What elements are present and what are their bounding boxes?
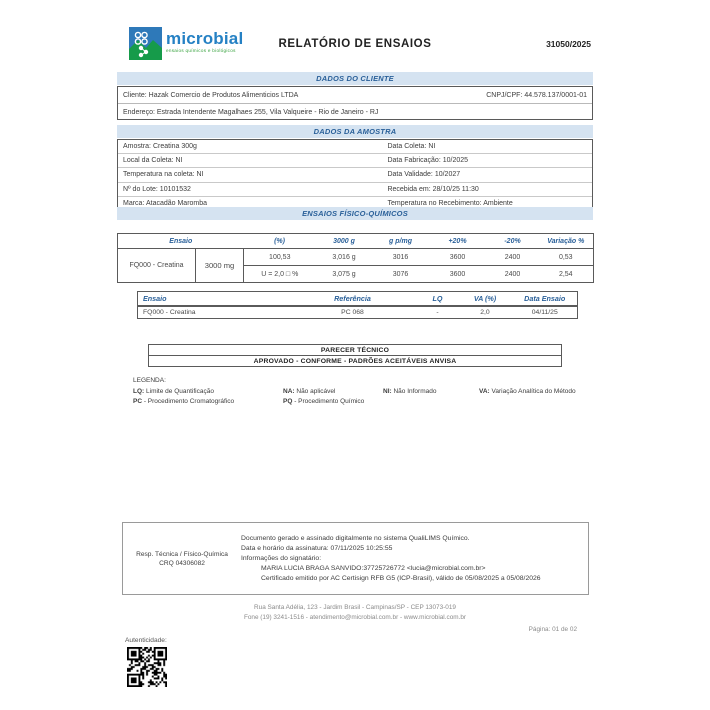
col-header: +20% — [429, 234, 487, 249]
col-header: LQ — [418, 292, 458, 306]
col-header: (%) — [244, 234, 316, 249]
sample-row — [118, 183, 592, 197]
sample-row — [118, 140, 592, 154]
cell: 2,0 — [480, 308, 490, 316]
sample-field: Data Coleta: NI — [387, 143, 436, 151]
sample-info-box — [117, 139, 593, 211]
authenticity-label: Autenticidade: — [125, 637, 167, 644]
sample-field: Temperatura na coleta: NI — [123, 171, 204, 179]
col-header: Ensaio — [138, 292, 288, 306]
ensaio-reference-table — [137, 291, 578, 319]
cell: - — [436, 308, 439, 316]
sample-field: Nº do Lote: 10101532 — [123, 185, 191, 193]
legend-grid — [133, 388, 583, 405]
col-header: g p/mg — [373, 234, 429, 249]
footer-address: Rua Santa Adélia, 123 - Jardim Brasil - Campinas/SP - CEP 13073-019 — [254, 604, 456, 611]
legend-item: NI: Não Informado — [383, 388, 437, 395]
legend-item: NA: Não aplicável — [283, 388, 336, 395]
sample-field: Temperatura no Recebimento: Ambiente — [387, 200, 513, 208]
cell: 2400 — [504, 270, 521, 278]
logo-tagline: ensaios químicos e biológicos — [166, 48, 236, 53]
client-name: Cliente: Hazak Comercio de Produtos Alimenticios LTDA — [123, 91, 299, 99]
col-header: Data Ensaio — [513, 292, 578, 306]
certificate-info: Certificado emitido por AC Certisign RFB G5 (ICP-Brasil), válido de 05/08/2025 a 05/08/2026 — [261, 574, 541, 582]
legend-item: PQ - Procedimento Químico — [283, 398, 365, 405]
signature-line: Documento gerado e assinado digitalmente no sistema QualiLIMS Químico. — [241, 534, 470, 542]
col-header: Variação % — [539, 234, 594, 249]
col-header: Ensaio — [118, 234, 244, 249]
legend-title: LEGENDA: — [133, 377, 166, 384]
legend-item: PC - Procedimento Cromatográfico — [133, 398, 235, 405]
col-header: 3000 g — [316, 234, 373, 249]
ensaio-name: FQ000 - Creatina — [118, 249, 196, 283]
cell: 3600 — [429, 249, 487, 266]
cell: 100,53 — [244, 249, 316, 266]
parecer-title: PARECER TÉCNICO — [149, 345, 561, 356]
ensaio-dose: 3000 mg — [196, 249, 244, 283]
sample-row — [118, 168, 592, 182]
col-header: Referência — [288, 292, 418, 306]
section-physchem-header: ENSAIOS FÍSICO-QUÍMICOS — [117, 207, 593, 220]
client-cnpj: CNPJ/CPF: 44.578.137/0001-01 — [486, 91, 587, 99]
responsible-crq: CRQ 04306082 — [159, 559, 205, 567]
sample-field: Amostra: Creatina 300g — [123, 143, 197, 151]
reference-header-row — [138, 292, 578, 306]
legend-item: VA: Variação Analítica do Método — [479, 388, 576, 395]
cell: FQ000 - Creatina — [143, 308, 196, 316]
cell: 3,075 g — [332, 270, 356, 278]
client-row-2 — [118, 104, 592, 121]
cell: U = 2,0 □ % — [261, 270, 299, 278]
section-client-header: DADOS DO CLIENTE — [117, 72, 593, 85]
footer-address-block — [117, 603, 593, 622]
cell: 3076 — [392, 270, 409, 278]
responsible-title: Resp. Técnica / Físico-Química — [136, 550, 228, 558]
cell: 3016 — [373, 249, 429, 266]
client-address: Endereço: Estrada Intendente Magalhaes 255, Vila Valqueire - Rio de Janeiro - RJ — [123, 109, 379, 116]
footer-contact: Fone (19) 3241-1516 - atendimento@microbial.com.br - www.microbial.com.br — [243, 613, 467, 621]
cell: 3,016 g — [316, 249, 373, 266]
col-header: -20% — [487, 234, 539, 249]
report-number: 31050/2025 — [546, 39, 591, 49]
responsible-info — [123, 550, 241, 568]
signature-details — [241, 534, 588, 584]
reference-data-row — [138, 306, 578, 319]
physchem-table — [117, 233, 594, 283]
logo-name: microbial — [166, 29, 244, 48]
physchem-data-row — [118, 249, 594, 266]
cell: 2400 — [487, 249, 539, 266]
cell: 2,54 — [558, 270, 573, 278]
parecer-box — [148, 344, 562, 367]
legend — [133, 377, 583, 405]
signature-line: Informações do signatário: — [241, 554, 322, 562]
legend-item: LQ: Limite de Quantificação — [133, 388, 214, 395]
report-page — [117, 25, 593, 695]
signature-box — [122, 522, 589, 595]
cell: 04/11/25 — [531, 308, 558, 316]
client-row-1 — [118, 87, 592, 104]
report-header — [117, 25, 593, 65]
sample-field: Data Fabricação: 10/2025 — [387, 157, 469, 165]
parecer-result: APROVADO - CONFORME - PADRÕES ACEITÁVEIS ANVISA — [253, 358, 457, 365]
cell: 3600 — [449, 270, 466, 278]
col-header: VA (%) — [458, 292, 513, 306]
cell: PC 068 — [341, 308, 364, 316]
page-title: RELATÓRIO DE ENSAIOS — [278, 38, 432, 50]
sample-field: Local da Coleta: NI — [123, 157, 183, 165]
client-info-box — [117, 86, 593, 120]
qr-code — [127, 647, 167, 687]
signature-line: Data e horário da assinatura: 07/11/2025 10:25:55 — [241, 544, 393, 552]
sample-field: Recebida em: 28/10/25 11:30 — [387, 185, 479, 193]
section-sample-header: DADOS DA AMOSTRA — [117, 125, 593, 138]
sample-field: Marca: Atacadão Maromba — [123, 200, 208, 208]
page-indicator: Página: 01 de 02 — [528, 626, 577, 633]
physchem-header-row — [118, 234, 594, 249]
cell: 0,53 — [539, 249, 594, 266]
signatory-name: MARIA LUCIA BRAGA SANVIDO:37725726772 <lucia@microbial.com.br> — [261, 564, 486, 572]
sample-row — [118, 154, 592, 168]
sample-field: Data Validade: 10/2027 — [387, 171, 461, 179]
